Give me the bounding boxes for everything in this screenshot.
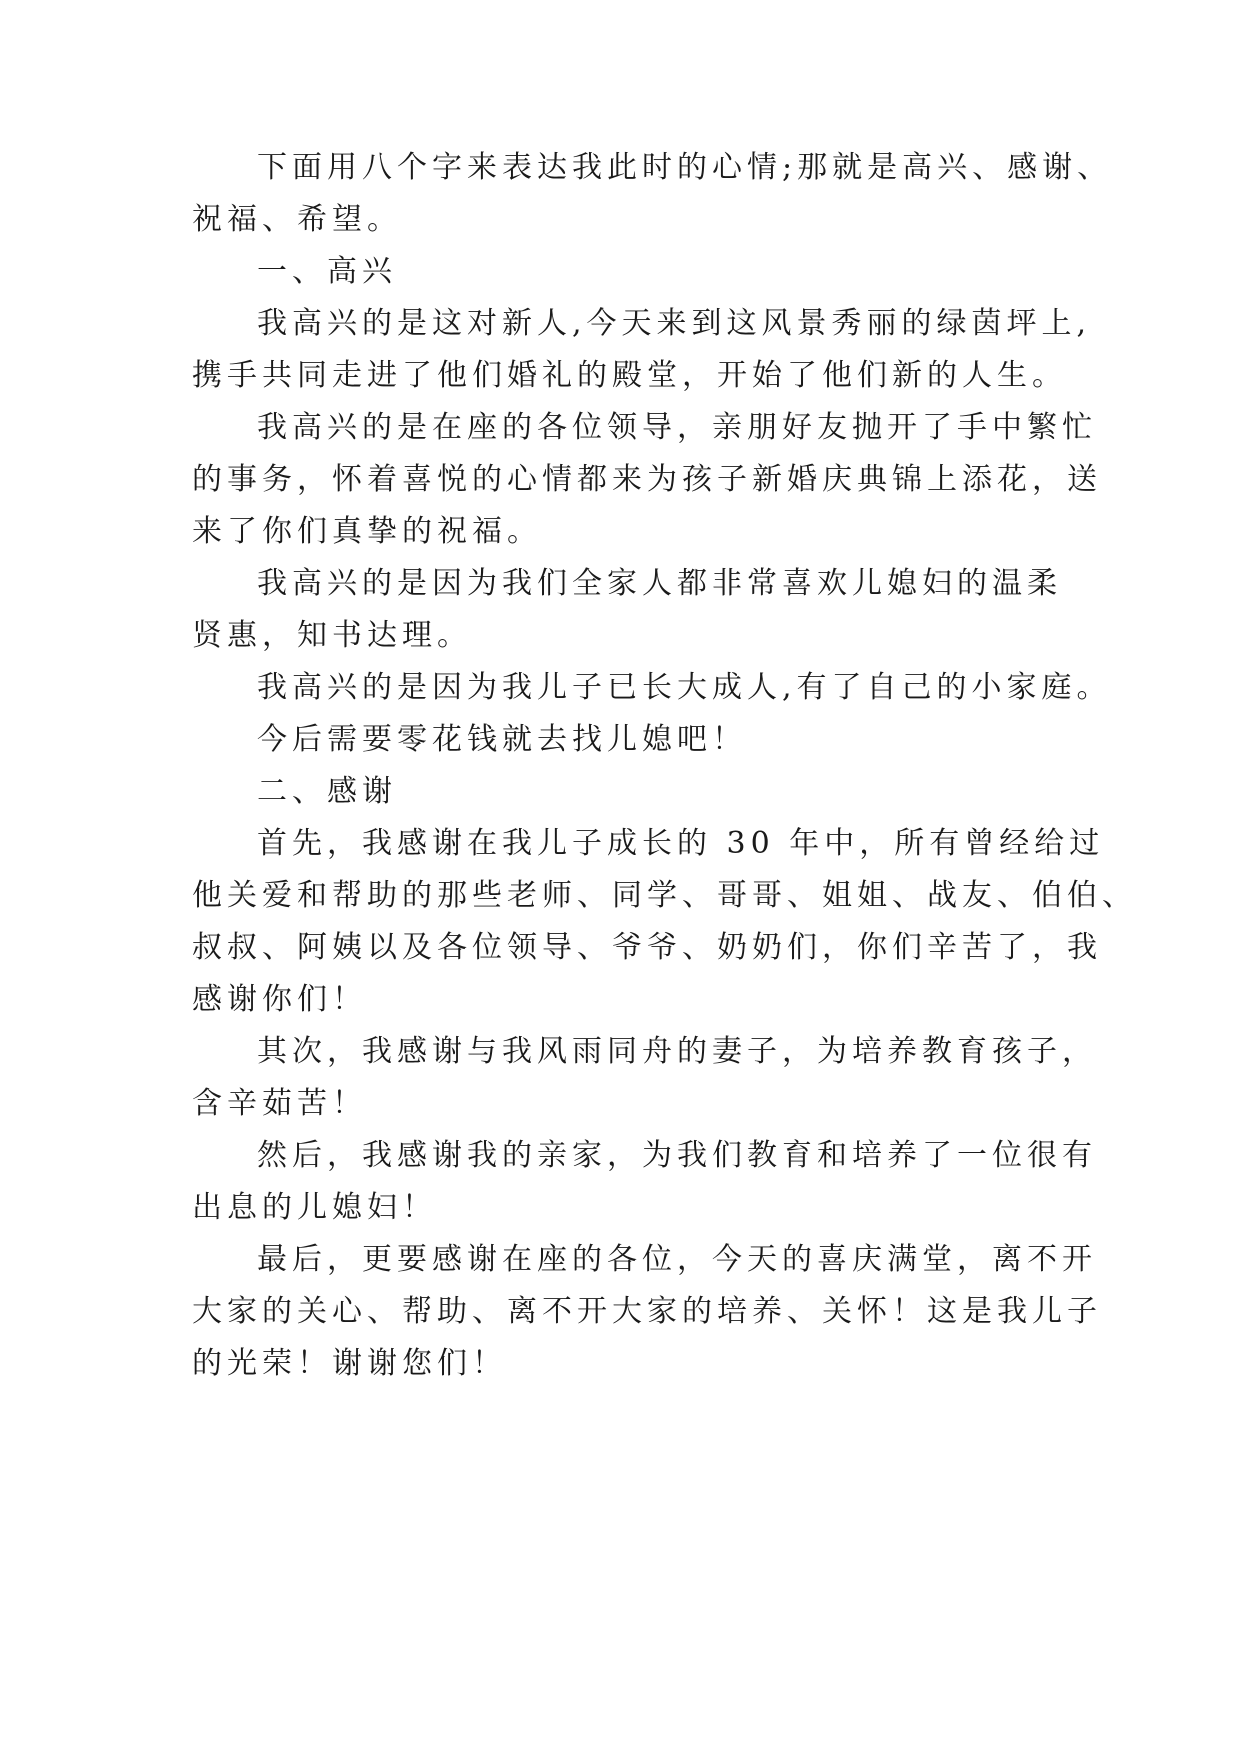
text-line: 含辛茹苦！ xyxy=(192,1086,367,1121)
text-line: 我高兴的是因为我儿子已长大成人,有了自己的小家庭。 xyxy=(257,670,1112,705)
text-line: 首先，我感谢在我儿子成长的 30 年中，所有曾经给过 xyxy=(257,826,1105,861)
text-line: 然后，我感谢我的亲家，为我们教育和培养了一位很有 xyxy=(257,1138,1097,1173)
text-line: 的事务，怀着喜悦的心情都来为孩子新婚庆典锦上添花，送 xyxy=(192,462,1102,497)
text-line: 贤惠，知书达理。 xyxy=(192,618,472,653)
text-line: 其次，我感谢与我风雨同舟的妻子，为培养教育孩子， xyxy=(257,1034,1097,1069)
section-heading-ganxie: 二、感谢 xyxy=(257,774,397,809)
text-line: 我高兴的是这对新人,今天来到这风景秀丽的绿茵坪上, xyxy=(257,306,1092,341)
text-line: 来了你们真挚的祝福。 xyxy=(192,514,542,549)
text-line: 今后需要零花钱就去找儿媳吧！ xyxy=(257,722,747,757)
text-line: 最后，更要感谢在座的各位，今天的喜庆满堂，离不开 xyxy=(257,1242,1097,1277)
text-line: 出息的儿媳妇！ xyxy=(192,1190,437,1225)
text-line: 叔叔、阿姨以及各位领导、爷爷、奶奶们，你们辛苦了，我 xyxy=(192,930,1102,965)
text-line: 的光荣！谢谢您们！ xyxy=(192,1346,507,1381)
text-line: 携手共同走进了他们婚礼的殿堂，开始了他们新的人生。 xyxy=(192,358,1067,393)
section-heading-gaoxing: 一、高兴 xyxy=(257,254,397,289)
text-line: 感谢你们！ xyxy=(192,982,367,1017)
text-line: 祝福、希望。 xyxy=(192,202,402,237)
text-line: 大家的关心、帮助、离不开大家的培养、关怀！这是我儿子 xyxy=(192,1294,1102,1329)
text-line: 我高兴的是因为我们全家人都非常喜欢儿媳妇的温柔 xyxy=(257,566,1062,601)
text-line: 我高兴的是在座的各位领导，亲朋好友抛开了手中繁忙 xyxy=(257,410,1097,445)
text-line: 下面用八个字来表达我此时的心情;那就是高兴、感谢、 xyxy=(257,150,1113,185)
text-line: 他关爱和帮助的那些老师、同学、哥哥、姐姐、战友、伯伯、 xyxy=(192,878,1137,913)
